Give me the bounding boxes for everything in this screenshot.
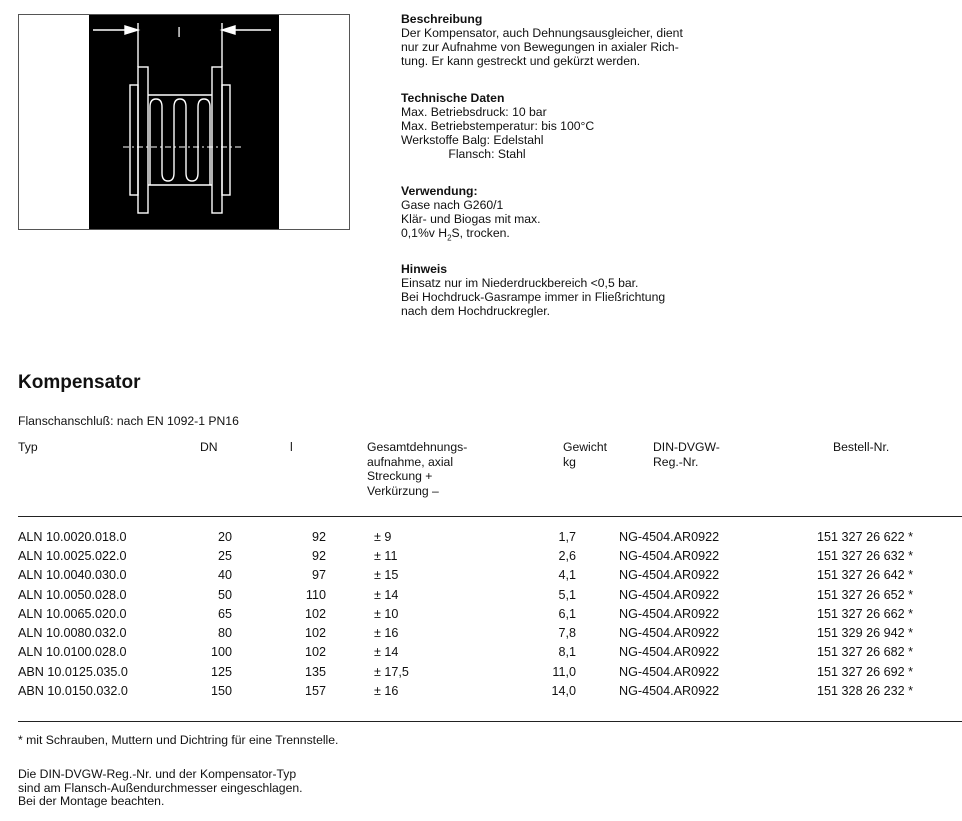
heading-technische-daten: Technische Daten xyxy=(401,91,505,105)
cell-gesamtdehnung: ± 16 xyxy=(374,626,399,641)
cell-gesamtdehnung: ± 11 xyxy=(374,548,398,563)
cell-dn: 50 xyxy=(217,587,232,602)
cell-gewicht: 11,0 xyxy=(552,664,576,679)
cell-spacer xyxy=(576,566,619,585)
text-line: Max. Betriebsdruck: 10 bar xyxy=(401,105,547,119)
cell-din-dvgw: NG-4504.AR0922 xyxy=(619,664,720,679)
header-l xyxy=(290,440,293,455)
cell-l: 102 xyxy=(304,626,326,641)
section-hinweis xyxy=(401,262,781,318)
cell-bestell-nr: 151 327 26 692 * xyxy=(817,664,913,679)
header-line: kg xyxy=(563,454,576,469)
cell-bestell-nr: 151 327 26 642 * xyxy=(817,568,913,583)
cell-bestell-nr: 151 327 26 682 * xyxy=(817,645,913,660)
section-beschreibung xyxy=(401,12,781,68)
cell-spacer xyxy=(326,662,374,681)
product-subtitle: Flanschanschluß: nach EN 1092-1 PN16 xyxy=(18,414,239,428)
cell-din-dvgw: NG-4504.AR0922 xyxy=(619,548,720,563)
cell-gesamtdehnung: ± 16 xyxy=(374,684,399,699)
cell-dn: 40 xyxy=(217,568,232,583)
table-bottom-rule xyxy=(18,721,962,722)
heading-hinweis: Hinweis xyxy=(401,262,448,276)
cell-din-dvgw: NG-4504.AR0922 xyxy=(619,568,720,583)
cell-typ: ALN 10.0050.028.0 xyxy=(18,587,127,602)
table-row xyxy=(18,681,913,700)
cell-typ: ALN 10.0020.018.0 xyxy=(18,529,127,544)
cell-spacer xyxy=(326,604,374,623)
cell-l: 92 xyxy=(311,529,326,544)
header-gewicht xyxy=(563,440,607,469)
cell-din-dvgw: NG-4504.AR0922 xyxy=(619,606,720,621)
cell-din-dvgw: NG-4504.AR0922 xyxy=(619,645,720,660)
header-typ-text: Typ xyxy=(18,440,38,454)
h2s-prefix: 0,1%v H xyxy=(401,226,448,240)
cell-spacer xyxy=(326,585,374,604)
header-line: Reg.-Nr. xyxy=(653,454,699,469)
header-din-dvgw xyxy=(653,440,720,469)
cell-spacer xyxy=(326,681,374,700)
h2s-suffix: S, trocken. xyxy=(451,226,510,240)
text-line: Flansch: Stahl xyxy=(401,147,526,161)
footnote xyxy=(18,734,338,748)
cell-din-dvgw: NG-4504.AR0922 xyxy=(619,529,720,544)
cell-typ: ALN 10.0080.032.0 xyxy=(18,626,127,641)
cell-bestell-nr: 151 327 26 652 * xyxy=(817,587,913,602)
cell-dn: 150 xyxy=(210,684,232,699)
cell-dn: 80 xyxy=(217,626,232,641)
cell-l: 92 xyxy=(311,548,326,563)
compensator-figure xyxy=(18,14,350,230)
header-line: DIN-DVGW- xyxy=(653,440,720,454)
text-line: Gase nach G260/1 xyxy=(401,198,504,212)
cell-bestell-nr: 151 327 26 632 * xyxy=(817,548,913,563)
cell-spacer xyxy=(576,546,619,565)
text-line: Max. Betriebstemperatur: bis 100°C xyxy=(401,119,595,133)
cell-gesamtdehnung: ± 14 xyxy=(374,645,399,660)
note-line: Die DIN-DVGW-Reg.-Nr. und der Kompensator-Typ xyxy=(18,767,297,781)
cell-gesamtdehnung: ± 17,5 xyxy=(374,664,409,679)
header-line: aufnahme, axial xyxy=(367,454,454,469)
cell-dn: 25 xyxy=(217,548,232,563)
text-line: nur zur Aufnahme von Bewegungen in axialer Rich- xyxy=(401,40,679,54)
cell-spacer xyxy=(326,546,374,565)
footnote-text: * mit Schrauben, Muttern und Dichtring für eine Trennstelle. xyxy=(18,733,339,747)
dimension-l-label: l xyxy=(177,24,181,40)
cell-gewicht: 7,8 xyxy=(558,626,576,641)
cell-gewicht: 6,1 xyxy=(558,606,576,621)
cell-dn: 125 xyxy=(210,664,232,679)
header-line: Gewicht xyxy=(563,440,608,454)
cell-l: 97 xyxy=(311,568,326,583)
cell-spacer xyxy=(326,566,374,585)
cell-gewicht: 1,7 xyxy=(558,529,576,544)
cell-l: 135 xyxy=(304,664,326,679)
table-row xyxy=(18,604,913,623)
cell-spacer xyxy=(576,662,619,681)
heading-verwendung: Verwendung: xyxy=(401,184,478,198)
cell-dn: 20 xyxy=(217,529,232,544)
cell-spacer xyxy=(326,643,374,662)
cell-typ: ABN 10.0125.035.0 xyxy=(18,664,128,679)
header-l-text: l xyxy=(290,440,293,454)
cell-gesamtdehnung: ± 10 xyxy=(374,606,399,621)
header-gesamtdehnung xyxy=(367,440,467,498)
cell-bestell-nr: 151 329 26 942 * xyxy=(817,626,913,641)
cell-dn: 100 xyxy=(210,645,232,660)
text-line: Einsatz nur im Niederdruckbereich <0,5 bar. xyxy=(401,276,639,290)
note-line: sind am Flansch-Außendurchmesser eingeschlagen. xyxy=(18,780,303,795)
table-row xyxy=(18,623,913,642)
cell-gesamtdehnung: ± 15 xyxy=(374,568,399,583)
cell-din-dvgw: NG-4504.AR0922 xyxy=(619,626,720,641)
cell-spacer xyxy=(326,527,374,546)
cell-typ: ALN 10.0040.030.0 xyxy=(18,568,127,583)
cell-gesamtdehnung: ± 9 xyxy=(374,529,392,544)
mounting-note xyxy=(18,768,303,809)
text-line: Der Kompensator, auch Dehnungsausgleicher, dient xyxy=(401,26,683,40)
table-row xyxy=(18,566,913,585)
header-dn xyxy=(200,440,218,455)
cell-spacer xyxy=(576,585,619,604)
cell-gesamtdehnung: ± 14 xyxy=(374,587,399,602)
table-top-rule xyxy=(18,516,962,517)
cell-gewicht: 2,6 xyxy=(558,548,576,563)
cell-typ: ALN 10.0025.022.0 xyxy=(18,548,127,563)
product-table xyxy=(18,527,913,701)
text-line: tung. Er kann gestreckt und gekürzt werden. xyxy=(401,54,641,68)
header-bestell-text: Bestell-Nr. xyxy=(833,440,890,454)
header-dn-text: DN xyxy=(200,440,218,454)
cell-l: 102 xyxy=(304,645,326,660)
product-title: Kompensator xyxy=(18,372,141,393)
cell-l: 110 xyxy=(305,587,326,602)
cell-spacer xyxy=(576,527,619,546)
table-row xyxy=(18,585,913,604)
cell-gewicht: 5,1 xyxy=(558,587,576,602)
cell-bestell-nr: 151 327 26 622 * xyxy=(817,529,913,544)
cell-spacer xyxy=(576,623,619,642)
cell-l: 157 xyxy=(304,684,326,699)
text-line: Bei Hochdruck-Gasrampe immer in Fließrichtung xyxy=(401,290,666,304)
h2s-subscript: 2 xyxy=(447,233,452,243)
cell-din-dvgw: NG-4504.AR0922 xyxy=(619,587,720,602)
table-row xyxy=(18,546,913,565)
cell-dn: 65 xyxy=(217,606,232,621)
cell-bestell-nr: 151 327 26 662 * xyxy=(817,606,913,621)
note-line: Bei der Montage beachten. xyxy=(18,794,165,808)
table-row xyxy=(18,527,913,546)
table-row xyxy=(18,643,913,662)
cell-gewicht: 8,1 xyxy=(558,645,576,660)
cell-bestell-nr: 151 328 26 232 * xyxy=(817,684,913,699)
cell-spacer xyxy=(326,623,374,642)
header-line: Streckung + xyxy=(367,469,433,483)
section-technische-daten xyxy=(401,91,781,161)
cell-spacer xyxy=(576,681,619,700)
cell-gewicht: 14,0 xyxy=(551,684,576,699)
cell-typ: ALN 10.0100.028.0 xyxy=(18,645,127,660)
h2s-line xyxy=(401,226,781,245)
text-line: Klär- und Biogas mit max. xyxy=(401,212,541,226)
cell-spacer xyxy=(576,643,619,662)
cell-din-dvgw: NG-4504.AR0922 xyxy=(619,684,720,699)
header-bestell-nr xyxy=(833,440,889,455)
table-row xyxy=(18,662,913,681)
cell-spacer xyxy=(576,604,619,623)
compensator-drawing xyxy=(19,15,349,229)
header-line: Verkürzung – xyxy=(367,483,439,498)
section-verwendung xyxy=(401,184,781,245)
cell-typ: ABN 10.0150.032.0 xyxy=(18,684,128,699)
cell-gewicht: 4,1 xyxy=(558,568,576,583)
text-line: Werkstoffe Balg: Edelstahl xyxy=(401,133,544,147)
header-typ xyxy=(18,440,38,455)
header-line: Gesamtdehnungs- xyxy=(367,440,468,454)
heading-beschreibung: Beschreibung xyxy=(401,12,483,26)
cell-l: 102 xyxy=(304,606,326,621)
text-line: nach dem Hochdruckregler. xyxy=(401,304,551,318)
cell-typ: ALN 10.0065.020.0 xyxy=(18,606,127,621)
